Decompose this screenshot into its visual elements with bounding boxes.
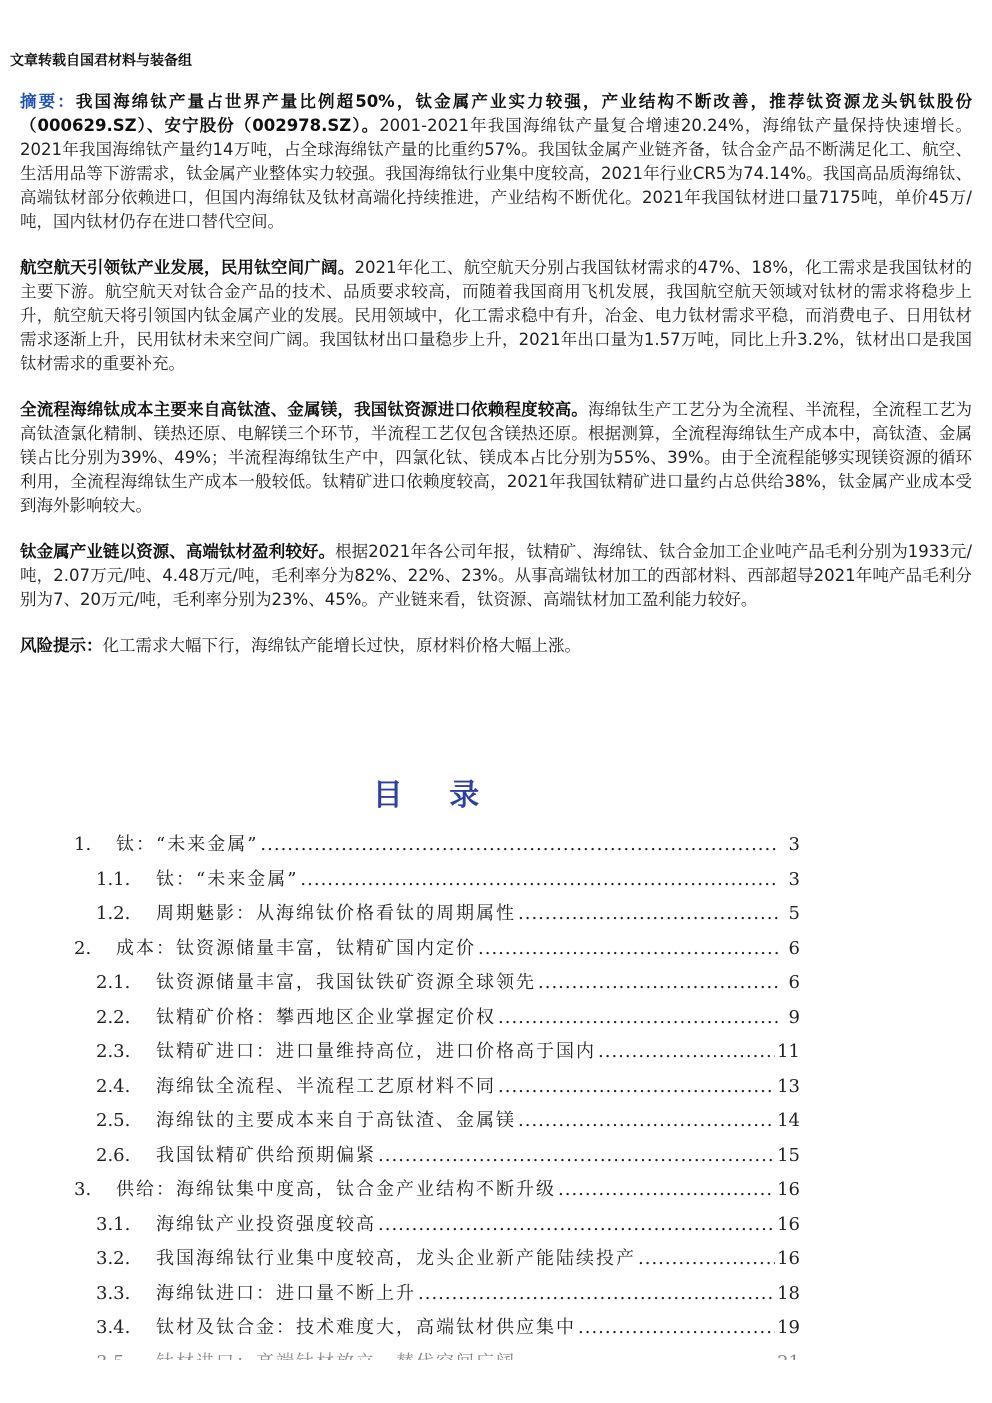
abstract-lead: 我国海绵钛产量占世界产量比例超50%，钛金属产业实力较强，产业结构不断改善，推荐钛资源龙头钒钛股份（000629.SZ）、安宁股份（002978.SZ）。	[20, 92, 973, 135]
toc-entry-number: 2.4.	[96, 1075, 131, 1097]
risk-body: 化工需求大幅下行，海绵钛产能增长过快，原材料价格大幅上涨。	[102, 636, 581, 655]
toc-entry-page: 13	[777, 1075, 800, 1097]
toc-entry-title: 钛：“未来金属”	[156, 868, 299, 890]
toc-entry[interactable]	[74, 1072, 800, 1107]
toc-entry[interactable]	[74, 1003, 800, 1038]
toc-entry[interactable]	[74, 1141, 800, 1176]
toc-entry[interactable]	[74, 1037, 800, 1072]
abstract-body: 2001-2021年我国海绵钛产量复合增速20.24%，海绵钛产量保持快速增长。2021年我国海绵钛产量约14万吨，占全球海绵钛产量的比重约57%。我国钛金属产业链齐备，钛合金产品不断满足化工、航空、生活用品等下游需求，钛金属产业整体实力较强。我国海绵钛行业集中度较高，2021年行业CR5为74.14%。我国高品质海绵钛、高端钛材部分依赖进口，但国内海绵钛及钛材高端化持续推进，产业结构不断优化。2021年我国钛材进口量7175吨，单价45万/吨，国内钛材仍存在进口替代空间。	[20, 116, 973, 231]
toc-leader-dots	[638, 1248, 775, 1269]
paragraph-body: 2021年化工、航空航天分别占我国钛材需求的47%、18%，化工需求是我国钛材的主要下游。航空航天对钛合金产品的技术、品质要求较高，而随着我国商用飞机发展，我国航空航天领域对钛材的需求将稳步上升，航空航天将引领国内钛金属产业的发展。民用领域中，化工需求稳中有升，冶金、电力钛材需求平稳，而消费电子、日用钛材需求逐渐上升，民用钛材未来空间广阔。我国钛材出口量稳步上升，2021年出口量为1.57万吨，同比上升3.2%，钛材出口是我国钛材需求的重要补充。	[20, 258, 972, 373]
toc-entry[interactable]	[74, 1244, 800, 1279]
toc-leader-dots	[498, 1007, 778, 1028]
toc-entry-page: 9	[788, 1006, 800, 1028]
paragraph-lead: 全流程海绵钛成本主要来自高钛渣、金属镁，我国钛资源进口依赖程度较高。	[20, 400, 588, 419]
abstract-paragraph	[20, 90, 972, 234]
toc-entry-page: 3	[788, 834, 800, 855]
toc-entry-number: 3.2.	[96, 1248, 131, 1269]
toc-entry-page: 18	[777, 1282, 800, 1304]
toc-entry-number: 1.	[74, 834, 92, 855]
toc-leader-dots	[518, 1110, 775, 1131]
toc-entry-number: 2.1.	[96, 972, 131, 993]
toc-entry-number: 3.4.	[96, 1317, 131, 1338]
toc-entry-page: 6	[788, 972, 800, 993]
toc-entry[interactable]	[74, 830, 800, 865]
toc-entry-page: 16	[777, 1248, 800, 1269]
page-bottom-clip	[0, 1360, 992, 1403]
toc-leader-dots	[378, 1214, 775, 1235]
article-body	[20, 90, 972, 680]
paragraph-profit	[20, 540, 972, 612]
toc-entry[interactable]	[74, 1313, 800, 1348]
toc-entry-number: 2.5.	[96, 1110, 131, 1131]
paragraph-body: 海绵钛生产工艺分为全流程、半流程，全流程工艺为高钛渣氯化精制、镁热还原、电解镁三个环节，半流程工艺仅包含镁热还原。根据测算，全流程海绵钛生产成本中，高钛渣、金属镁占比分别为39%、49%；半流程海绵钛生产中，四氯化钛、镁成本占比分别为55%、39%。由于全流程能够实现镁资源的循环利用，全流程海绵钛生产成本一般较低。钛精矿进口依赖度较高，2021年我国钛精矿进口量约占总供给38%，钛金属产业成本受到海外影响较大。	[20, 400, 973, 515]
toc-entry-page: 16	[777, 1213, 800, 1235]
toc-leader-dots	[478, 938, 778, 959]
toc-entry-title: 钛材及钛合金：技术难度大，高端钛材供应集中	[156, 1317, 576, 1338]
toc-leader-dots	[418, 1283, 775, 1304]
toc-entry-page: 15	[777, 1144, 800, 1166]
toc-entry-title: 我国海绵钛行业集中度较高，龙头企业新产能陆续投产	[156, 1248, 636, 1269]
abstract-label: 摘要：	[20, 92, 76, 111]
toc-entry-page: 19	[777, 1317, 800, 1338]
toc-entry-title: 海绵钛全流程、半流程工艺原材料不同	[156, 1075, 496, 1097]
toc-entry-page: 14	[777, 1110, 800, 1131]
paragraph-body: 根据2021年各公司年报，钛精矿、海绵钛、钛合金加工企业吨产品毛利分别为1933元/吨，2.07万元/吨、4.48万元/吨，毛利率分为82%、22%、23%。从事高端钛材加工的西部材料、西部超导2021年吨产品毛利分别为7、20万元/吨，毛利率分别为23%、45%。产业链来看，钛资源、高端钛材加工盈利能力较好。	[20, 542, 973, 609]
toc-entry-number: 1.2.	[96, 903, 131, 924]
paragraph-lead: 钛金属产业链以资源、高端钛材盈利较好。	[20, 542, 336, 561]
toc-leader-dots	[578, 1317, 775, 1338]
toc-leader-dots	[518, 903, 778, 924]
toc-entry[interactable]	[74, 1106, 800, 1141]
toc-entry-page: 6	[788, 937, 800, 959]
toc-title: 目 录	[372, 778, 498, 813]
toc-leader-dots	[260, 834, 778, 855]
toc-entry-title: 海绵钛进口：进口量不断上升	[156, 1282, 416, 1304]
paragraph-cost	[20, 398, 972, 518]
toc-entry[interactable]	[74, 1175, 800, 1210]
toc-entry-title: 海绵钛的主要成本来自于高钛渣、金属镁	[156, 1110, 516, 1131]
toc-entry[interactable]	[74, 934, 800, 969]
toc-entry-title: 钛精矿价格：攀西地区企业掌握定价权	[156, 1006, 496, 1028]
toc-entry-title: 成本：钛资源储量丰富，钛精矿国内定价	[116, 937, 476, 959]
toc-entry-number: 1.1.	[96, 868, 131, 890]
toc-leader-dots	[538, 972, 778, 993]
toc-entry[interactable]	[74, 968, 800, 1003]
toc-entry-title: 供给：海绵钛集中度高，钛合金产业结构不断升级	[116, 1179, 556, 1200]
toc-entry-title: 我国钛精矿供给预期偏紧	[156, 1144, 376, 1166]
toc-entry-page: 5	[788, 903, 800, 924]
toc-entry-number: 3.1.	[96, 1213, 131, 1235]
toc-entry[interactable]	[74, 899, 800, 934]
toc-entry-number: 3.3.	[96, 1282, 131, 1304]
toc-entry-title: 钛精矿进口：进口量维持高位，进口价格高于国内	[156, 1041, 596, 1062]
paragraph-risk	[20, 634, 972, 658]
risk-label: 风险提示：	[20, 636, 103, 655]
toc-entry-number: 2.3.	[96, 1041, 131, 1062]
toc-entry-page: 3	[788, 868, 800, 890]
toc-entry[interactable]	[74, 1210, 800, 1245]
toc-entry-number: 3.	[74, 1179, 92, 1200]
toc-entry[interactable]	[74, 1279, 800, 1314]
paragraph-aerospace	[20, 256, 972, 376]
toc-leader-dots	[300, 869, 778, 890]
table-of-contents	[74, 830, 800, 1382]
toc-entry-title: 周期魅影：从海绵钛价格看钛的周期属性	[156, 903, 516, 924]
toc-entry-title: 钛：“未来金属”	[116, 834, 259, 855]
source-line: 文章转载自国君材料与装备组	[10, 53, 192, 69]
toc-leader-dots	[558, 1179, 775, 1200]
toc-leader-dots	[598, 1041, 775, 1062]
toc-leader-dots	[378, 1145, 775, 1166]
toc-entry-number: 2.6.	[96, 1144, 131, 1166]
toc-entry-title: 海绵钛产业投资强度较高	[156, 1213, 376, 1235]
toc-entry-page: 11	[777, 1041, 800, 1062]
toc-leader-dots	[498, 1076, 775, 1097]
toc-entry-title: 钛资源储量丰富，我国钛铁矿资源全球领先	[156, 972, 536, 993]
toc-entry-number: 2.2.	[96, 1006, 131, 1028]
toc-entry-page: 16	[777, 1179, 800, 1200]
toc-entry-number: 2.	[74, 937, 92, 959]
paragraph-lead: 航空航天引领钛产业发展，民用钛空间广阔。	[20, 258, 355, 277]
toc-entry[interactable]	[74, 865, 800, 900]
